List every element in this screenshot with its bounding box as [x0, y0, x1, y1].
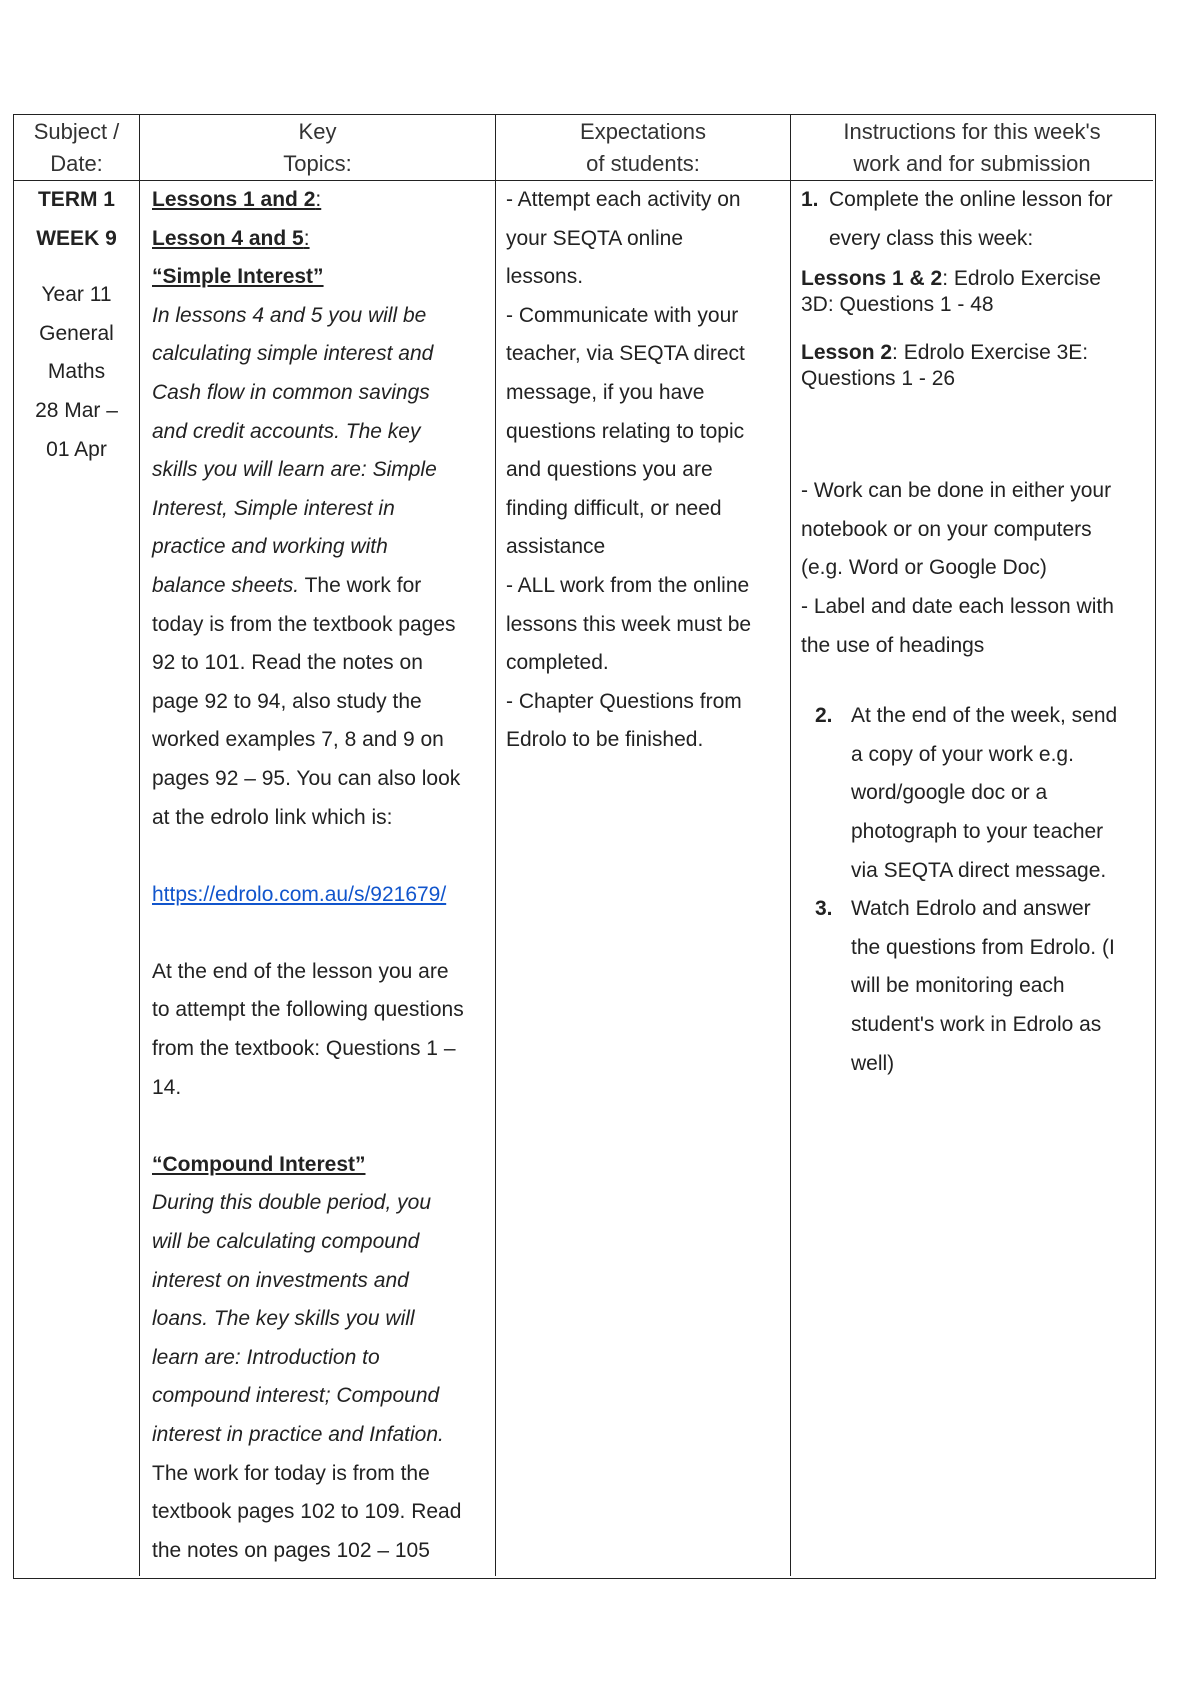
header-instructions [791, 115, 1153, 181]
topic-line: 14. [152, 1075, 182, 1099]
header-text: Key [298, 119, 337, 144]
date-line: 01 Apr [46, 437, 107, 461]
topic-line: interest on investments and [152, 1268, 409, 1292]
subject-line: General [39, 321, 114, 345]
instruction-line: At the end of the week, send [851, 704, 1118, 728]
expectation-line: lessons this week must be [506, 612, 752, 636]
topic-line: The work for [299, 573, 422, 597]
colon: : [315, 188, 322, 211]
header-text: Date: [50, 151, 103, 176]
expectation-line: - Attempt each activity on [506, 188, 741, 211]
lessons-1-2-exercise [801, 266, 1145, 318]
expectation-line: and questions you are [506, 458, 713, 482]
expectation-line: completed. [506, 651, 609, 675]
expectation-line: - ALL work from the online [506, 573, 750, 597]
topic-line: 92 to 101. Read the notes on [152, 651, 423, 675]
expectation-line: your SEQTA online [506, 226, 684, 250]
item-number: 1. [801, 188, 819, 211]
topic-line: to attempt the following questions [152, 998, 464, 1022]
topic-line: balance sheets. [152, 573, 300, 597]
item-number: 2. [815, 704, 833, 728]
exercise-text: : Edrolo Exercise [942, 267, 1101, 291]
instruction-line: Watch Edrolo and answer [851, 897, 1091, 921]
subject-line: Maths [47, 360, 106, 384]
topic-line: page 92 to 94, also study the [152, 689, 422, 713]
topic-line: At the end of the lesson you are [152, 959, 449, 983]
topic-line: In lessons 4 and 5 you will be [152, 303, 427, 327]
key-topics-cell [140, 181, 496, 1576]
note-line: notebook or on your computers [801, 517, 1092, 541]
header-text: of students: [586, 151, 700, 176]
expectation-line: message, if you have [506, 380, 705, 404]
instruction-line: photograph to your teacher [851, 819, 1104, 843]
expectation-line: lessons. [506, 265, 584, 289]
date-line: 28 Mar – [35, 398, 118, 422]
topic-line: worked examples 7, 8 and 9 on [152, 728, 444, 752]
colon: : [303, 226, 310, 250]
note-line: - Label and date each lesson with [801, 594, 1114, 618]
instruction-line: student's work in Edrolo as [851, 1012, 1102, 1036]
edrolo-link[interactable]: https://edrolo.com.au/s/921679/ [152, 882, 447, 906]
note-line: the use of headings [801, 633, 985, 657]
instruction-line: well) [851, 1051, 895, 1075]
subject-date-cell [14, 181, 140, 1576]
topic-line: calculating simple interest and [152, 342, 434, 366]
topic-line: loans. The key skills you will [152, 1307, 415, 1331]
lessons-1-2-label: Lessons 1 & 2 [801, 267, 943, 291]
week-label: WEEK 9 [36, 226, 117, 250]
expectation-line: questions relating to topic [506, 419, 745, 443]
header-text: work and for submission [853, 151, 1091, 176]
header-text: Instructions for this week's [843, 119, 1101, 144]
header-text: Expectations [580, 119, 706, 144]
topic-line: pages 92 – 95. You can also look [152, 766, 461, 790]
exercise-text: : Edrolo Exercise 3E: [892, 341, 1089, 365]
topic-line: textbook pages 102 to 109. Read [152, 1500, 462, 1524]
instruction-line: via SEQTA direct message. [851, 858, 1107, 882]
topic-line: today is from the textbook pages [152, 612, 456, 636]
topic-line: practice and working with [152, 535, 388, 559]
lessons-1-2-heading: Lessons 1 and 2 [152, 188, 316, 211]
term-label: TERM 1 [37, 188, 115, 211]
lesson-2-label: Lesson 2 [801, 341, 893, 365]
topic-line: from the textbook: Questions 1 – [152, 1037, 456, 1061]
topic-line: compound interest; Compound [152, 1384, 440, 1408]
instruction-line: will be monitoring each [851, 974, 1065, 998]
topic-line: the notes on pages 102 – 105 [152, 1538, 430, 1562]
item-number: 3. [815, 897, 833, 921]
compound-interest-title: “Compound Interest” [152, 1152, 366, 1176]
expectation-line: assistance [506, 535, 606, 559]
topic-line: skills you will learn are: Simple [152, 458, 437, 482]
exercise-text: Questions 1 - 26 [801, 367, 956, 391]
topic-line: will be calculating compound [152, 1230, 420, 1254]
instruction-item-3 [801, 890, 1145, 1083]
instruction-line: a copy of your work e.g. [851, 742, 1074, 766]
lesson-plan-table [13, 114, 1156, 1579]
simple-interest-title: “Simple Interest” [152, 265, 324, 289]
header-key-topics [140, 115, 496, 181]
header-text: Topics: [283, 151, 352, 176]
instruction-line: Complete the online lesson for [829, 188, 1113, 211]
header-text: Subject / [33, 119, 120, 144]
expectation-line: teacher, via SEQTA direct [506, 342, 745, 366]
topic-line: The work for today is from the [152, 1461, 430, 1485]
note-line: (e.g. Word or Google Doc) [801, 556, 1047, 580]
topic-line: interest in practice and Infation. [152, 1423, 444, 1446]
expectation-line: - Communicate with your [506, 303, 739, 327]
topic-line: at the edrolo link which is: [152, 805, 393, 829]
subject-line: Year 11 [41, 283, 112, 307]
lessons-4-5-heading: Lesson 4 and 5 [152, 226, 304, 250]
lesson-2-exercise [801, 340, 1145, 392]
instruction-line: word/google doc or a [851, 781, 1048, 805]
header-subject-date [14, 115, 140, 181]
instruction-line: the questions from Edrolo. (I [851, 935, 1115, 959]
exercise-text: 3D: Questions 1 - 48 [801, 293, 994, 317]
header-expectations [496, 115, 791, 181]
topic-line: Cash flow in common savings [152, 380, 430, 404]
topic-line: During this double period, you [152, 1191, 432, 1215]
topic-line: and credit accounts. The key [152, 419, 421, 443]
expectation-line: finding difficult, or need [506, 496, 722, 520]
instruction-line: every class this week: [829, 226, 1034, 250]
expectations-cell [496, 181, 791, 1576]
note-line: - Work can be done in either your [801, 479, 1112, 503]
instructions-cell [791, 181, 1153, 1576]
expectation-line: - Chapter Questions from [506, 689, 742, 713]
topic-line: Interest, Simple interest in [152, 496, 395, 520]
topic-line: learn are: Introduction to [152, 1345, 380, 1369]
instruction-item-2 [801, 697, 1145, 890]
instruction-item-1 [801, 181, 1145, 258]
expectation-line: Edrolo to be finished. [506, 728, 704, 752]
